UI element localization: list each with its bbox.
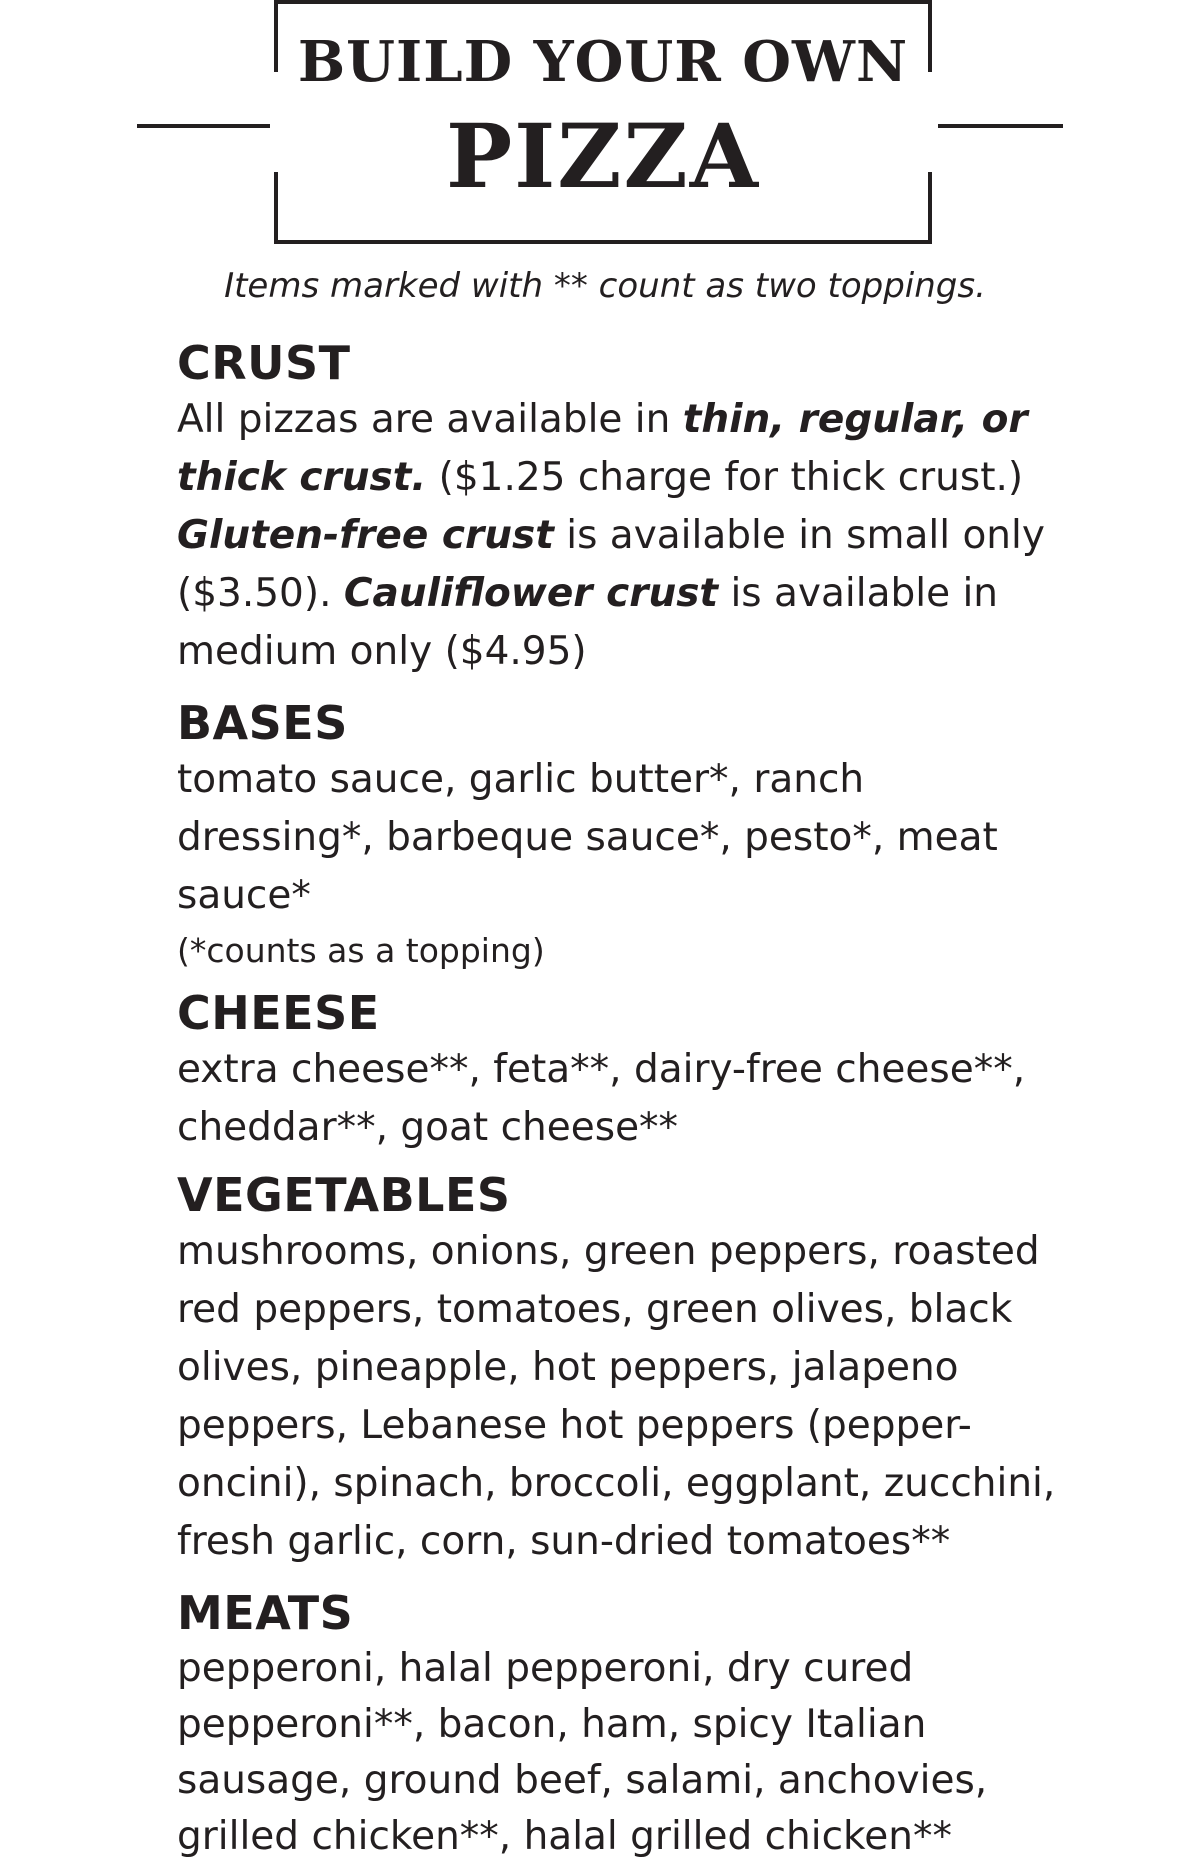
title-rule-left [137, 124, 274, 128]
section-heading-bases: BASES [177, 696, 348, 750]
section-cheese [177, 985, 1057, 1157]
section-heading-cheese: CHEESE [177, 986, 380, 1040]
title-line-2: PIZZA [445, 104, 761, 208]
section-vegetables [177, 1167, 1057, 1571]
section-heading-meats: MEATS [177, 1586, 354, 1640]
title-line-1: BUILD YOUR OWN [297, 29, 909, 95]
section-heading-crust: CRUST [177, 336, 351, 390]
title-rule-right [926, 124, 1063, 128]
toppings-note: Items marked with ** count as two toppings. [224, 266, 986, 306]
meats-items: pepperoni, halal pepperoni, dry cured pepperoni**, bacon, ham, spicy Italian sausage, ground beef, salami, anchovies, grilled chicken**, halal grilled chicken** [177, 1646, 988, 1859]
section-meats [177, 1585, 1057, 1865]
bases-note: (*counts as a topping) [177, 931, 545, 970]
cheese-items: extra cheese**, feta**, dairy-free cheese**, cheddar**, goat cheese** [177, 1047, 1026, 1150]
crust-emphasis-gluten-free: Gluten-free crust [177, 513, 554, 558]
section-heading-vegetables: VEGETABLES [177, 1168, 511, 1222]
crust-text-3: is available in small only ($3.50). [177, 513, 1045, 616]
section-crust [177, 335, 1057, 681]
crust-text-2: ($1.25 charge for thick crust.) [426, 455, 1024, 500]
crust-text-1: All pizzas are available in [177, 397, 683, 442]
vegetables-items: mushrooms, onions, green peppers, roasted red peppers, tomatoes, green olives, black olives, pineapple, hot peppers, jalapeno peppers, Lebanese hot peppers (pepper-oncini), spinach, broccoli, eggplant, zucchini, fresh garlic, corn, sun-dried tomatoes** [177, 1229, 1056, 1564]
crust-description [177, 391, 1057, 681]
title-block [0, 0, 1200, 250]
crust-emphasis-1: thin, regular, or thick crust. [177, 397, 1028, 500]
crust-emphasis-cauliflower: Cauliflower crust [343, 571, 719, 616]
crust-text-4: is available in medium only ($4.95) [177, 571, 999, 674]
section-bases [177, 695, 1057, 977]
bases-items: tomato sauce, garlic butter*, ranch dressing*, barbeque sauce*, pesto*, meat sauce* [177, 757, 998, 918]
menu-content [177, 335, 1057, 1865]
